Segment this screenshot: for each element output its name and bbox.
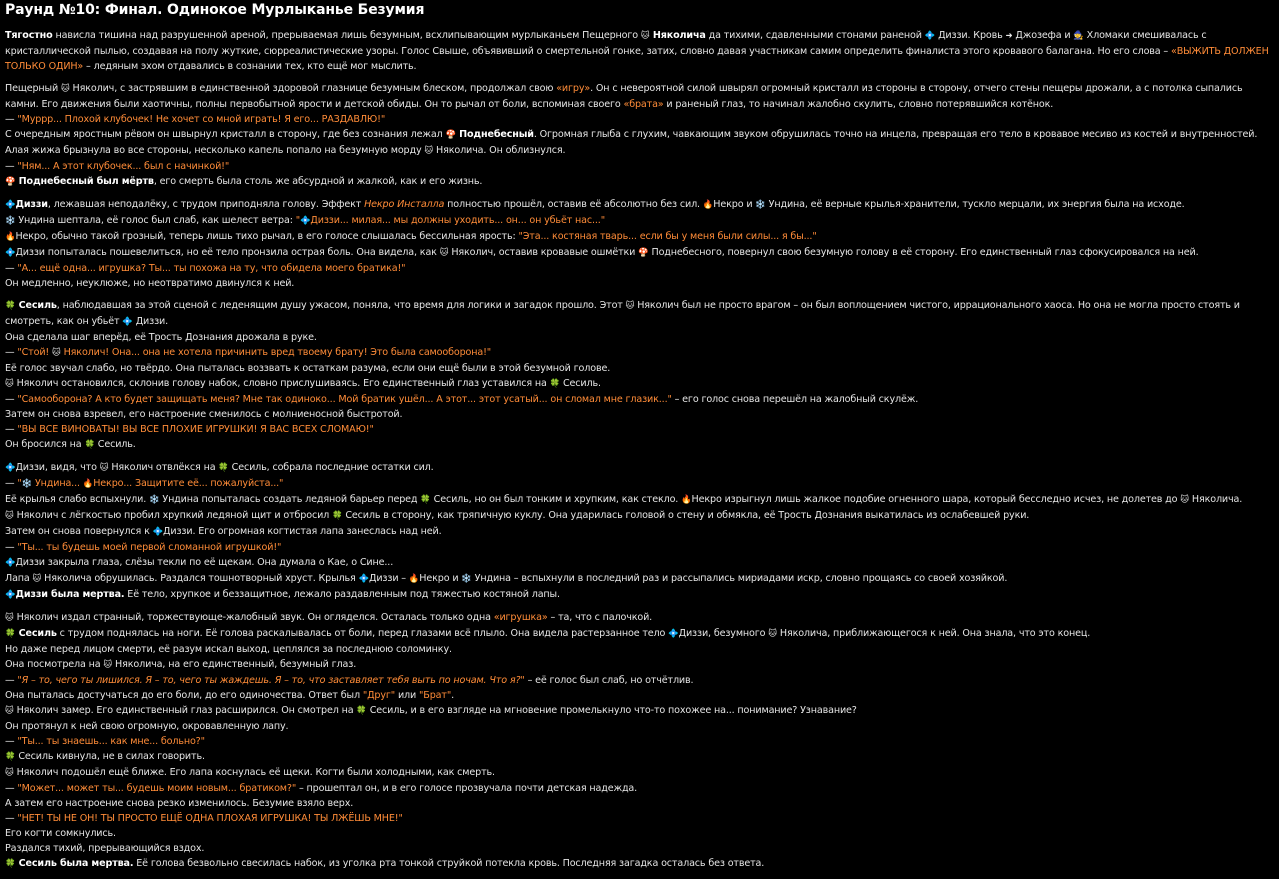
text: Ундина попыталась создать ледяной барьер перед	[159, 494, 421, 505]
text: Пещерный	[5, 83, 61, 94]
text: Сесиль.	[94, 439, 136, 450]
quote: Некро... Защитите её... пожалуйста..."	[93, 478, 284, 489]
emoji-icon: 💠	[152, 527, 164, 537]
text: Поднебесного, повернул свою безумную голову в её сторону. Его единственный глаз сфокусировался на ней.	[648, 247, 1199, 258]
text-line	[5, 796, 1273, 811]
quote: "Муррр... Плохой клубочек! Не хочет со мной играть! Я его... РАЗДАВЛЮ!"	[17, 114, 386, 125]
text-line	[5, 673, 1273, 688]
emoji-icon: 💠	[5, 200, 16, 210]
text: Сесиль, и в его взгляде на мгновение промелькнуло что-то похожее на... понимание? Узнавание?	[366, 705, 857, 716]
emoji-icon: 🍄	[638, 248, 649, 258]
text-line	[5, 81, 1273, 112]
text-line	[5, 492, 1273, 508]
text-line	[5, 361, 1273, 376]
text: Хломаки смешивалась с кристаллической пылью, создавая на полу жуткие, сюрреалистические узоры. Голос Свыше, объявивший о смертельной гонке, затих, словно давая участникам самим определить финалиста этого кровавого балагана. Но его слова –	[5, 30, 1207, 57]
text: Няколич, с застрявшим в единственной здоровой глазнице безумным блеском, продолжал свою	[69, 83, 557, 94]
text: —	[5, 347, 18, 358]
emoji-icon: 💠	[5, 590, 16, 600]
text-line	[5, 112, 1273, 127]
quote: "Ням... А этот клубочек... был с начинкой!"	[17, 161, 230, 172]
text-line	[5, 276, 1273, 291]
emoji-icon: 🍀	[549, 379, 561, 389]
quote: Няколич! Она... она не хотела причинить вред твоему брату! Это была самооборона!"	[60, 347, 492, 358]
quote: «брата»	[623, 99, 664, 110]
italic-quote: "Я – то, чего ты лишился. Я – то, чего ты жаждешь. Я – то, что заставляет тебя выть по ночам. Что я?"	[17, 675, 525, 686]
text-line	[5, 261, 1273, 276]
emoji-icon: 🐱	[1180, 495, 1189, 505]
text: Её голос звучал слабо, но твёрдо. Она пыталась воззвать к остаткам разума, если они ещё были в этой безумной голове.	[5, 363, 611, 374]
text: – его голос снова перешёл на жалобный скулёж.	[671, 394, 919, 405]
emoji-icon: 🍀	[84, 440, 95, 450]
text: или	[395, 690, 420, 701]
italic-quote: Некро Инсталла	[364, 199, 445, 210]
text: Няколича, на его единственный, безумный глаз.	[112, 659, 357, 670]
text-line	[5, 571, 1273, 587]
text-line	[5, 781, 1273, 796]
bold-name: Сесиль была мертва.	[15, 858, 134, 869]
emoji-icon: 💠	[668, 629, 679, 639]
bold-name: Поднебесный был мёртв	[15, 176, 154, 187]
quote: «ВЫЖИТЬ ДОЛЖЕН ТОЛЬКО ОДИН»	[5, 46, 1269, 72]
emoji-icon: 🐱	[5, 613, 14, 623]
text: Некро и	[419, 573, 462, 584]
emoji-icon: 💠	[924, 31, 936, 41]
text: Джозефа и	[1012, 30, 1074, 41]
document	[5, 0, 1273, 879]
emoji-icon: 🐱	[52, 348, 61, 358]
emoji-icon: 🍀	[5, 629, 16, 639]
document-body	[5, 28, 1273, 872]
bold-name: Поднебесный	[455, 129, 534, 140]
text: Затем он снова повернулся к	[5, 526, 153, 537]
text: нависла тишина над разрушенной ареной, прерываемая лишь безумным, всхлипывающим мурлыканьем Пещерного	[52, 30, 641, 41]
text-line	[5, 719, 1273, 734]
bold-name: Сесиль	[15, 628, 57, 639]
text-line	[5, 626, 1273, 642]
text: Он медленно, неуклюже, но неотвратимо двинулся к ней.	[5, 278, 295, 289]
emoji-icon: ❄️	[21, 479, 33, 489]
emoji-icon: 🐱	[5, 706, 14, 716]
text-line	[5, 229, 1273, 245]
text: с трудом поднялась на ноги. Её голова раскалывалась от боли, перед глазами всё плыло. Она видела растерзанное тело	[56, 628, 669, 639]
text-line	[5, 330, 1273, 345]
quote: "Может... может ты... будешь моим новым... братиком?"	[17, 783, 297, 794]
text-line	[5, 610, 1273, 626]
text: , лежавшая неподалёку, с трудом приподняла голову. Эффект	[47, 199, 365, 210]
text: Он протянул к ней свою огромную, окровавленную лапу.	[5, 721, 289, 732]
quote: Ундина...	[32, 478, 83, 489]
emoji-icon: 💠	[299, 216, 311, 226]
text: Её голова безвольно свесилась набок, из уголка рта тонкой струйкой потекла кровь. Последняя загадка осталась без ответа.	[133, 858, 765, 869]
text: —	[5, 542, 18, 553]
text: Сесиль в сторону, как тряпичную куклу. Она ударилась головой о стену и обмякла, её Трость Дознания выкатилась из ослабевшей руки.	[342, 510, 1030, 521]
text: Некро и	[713, 199, 756, 210]
text: – её голос был слаб, но отчётлив.	[524, 675, 694, 686]
bold-name: Диззи была мертва.	[15, 589, 125, 600]
emoji-icon: 💠	[358, 574, 369, 584]
emoji-icon: 🐱	[5, 511, 14, 521]
quote: Диззи... милая... мы должны уходить... он... он убьёт нас..."	[310, 215, 605, 226]
text-line	[5, 245, 1273, 261]
text: —	[5, 736, 18, 747]
text: – прошептал он, и в его голосе прозвучала почти детская надежда.	[296, 783, 638, 794]
text: Некро, обычно такой грозный, теперь лишь тихо рычал, в его голосе слышалась бессильная ярость:	[15, 231, 519, 242]
text: Некро изрыгнул лишь жалкое подобие огненного шара, который бесследно исчез, не долетев до	[691, 494, 1181, 505]
emoji-icon: 🍀	[356, 706, 367, 716]
quote: "НЕТ! ТЫ НЕ ОН! ТЫ ПРОСТО ЕЩЁ ОДНА ПЛОХАЯ ИГРУШКА! ТЫ ЛЖЁШЬ МНЕ!"	[17, 813, 403, 824]
text: .	[451, 690, 454, 701]
paragraph	[5, 81, 1273, 190]
emoji-icon: 🔥	[408, 574, 420, 584]
emoji-icon: ❄️	[755, 200, 766, 210]
paragraph	[5, 298, 1273, 453]
text-line	[5, 298, 1273, 330]
text: да тихими, сдавленными стонами раненой	[705, 30, 925, 41]
emoji-icon: 🍀	[5, 859, 16, 869]
bold-name: Няколича	[649, 30, 706, 41]
emoji-icon: ❄️	[5, 216, 16, 226]
quote: "	[295, 215, 300, 226]
emoji-icon: 🍄	[5, 177, 16, 187]
quote: "Самооборона? А кто будет защищать меня? Мне так одиноко... Мой братик ушёл... А этот... этот усатый... он сломал мне глазик..."	[17, 394, 672, 405]
text-line	[5, 540, 1273, 555]
text-line	[5, 28, 1273, 74]
text: А затем его настроение снова резко изменилось. Безумие взяло верх.	[5, 798, 354, 809]
text: Ундина – вспыхнули в последний раз и рассыпались мириадами искр, словно прощаясь со своей хозяйкой.	[471, 573, 1008, 584]
quote: «игру»	[556, 83, 591, 94]
text-line	[5, 826, 1273, 841]
text-line	[5, 197, 1273, 213]
emoji-icon: 🧙	[1073, 31, 1084, 41]
emoji-icon: 🐱	[32, 574, 42, 584]
text-line	[5, 127, 1273, 159]
text: Няколич с лёгкостью пробил хрупкий ледяной щит и отбросил	[13, 510, 333, 521]
page-title: Раунд №10: Финал. Одинокое Мурлыканье Безумия	[5, 2, 425, 18]
text: Её тело, хрупкое и беззащитное, лежало раздавленным под тяжестью костяной лапы.	[124, 589, 560, 600]
quote: "Друг"	[362, 690, 396, 701]
quote: "Ты... ты будешь моей первой сломанной игрушкой!"	[17, 542, 282, 553]
text: Диззи попыталась пошевелиться, но её тело пронзила острая боль. Она видела, как	[15, 247, 440, 258]
text: Сесиль, но он был тонким и хрупким, как стекло.	[430, 494, 682, 505]
bold-name: Диззи	[15, 199, 48, 210]
text-line	[5, 749, 1273, 765]
emoji-icon: 🐱	[640, 31, 650, 41]
emoji-icon: 🍀	[5, 301, 16, 311]
text: Она посмотрела на	[5, 659, 104, 670]
text: – ледяным эхом отдавались в сознании тех, кто ещё мог мыслить.	[83, 61, 417, 72]
text: —	[5, 424, 18, 435]
text-line	[5, 688, 1273, 703]
text-line	[5, 555, 1273, 571]
text: —	[5, 478, 18, 489]
text: Диззи. Кровь	[935, 30, 1006, 41]
emoji-icon: 🐱	[625, 301, 635, 311]
text: Раздался тихий, прерывающийся вздох.	[5, 843, 205, 854]
text-line	[5, 460, 1273, 476]
bold-name: Сесиль	[15, 300, 57, 311]
emoji-icon: 🐱	[5, 768, 14, 778]
text-line	[5, 734, 1273, 749]
text: Сесиль кивнула, не в силах говорить.	[15, 751, 205, 762]
text: Няколич замер. Его единственный глаз расширился. Он смотрел на	[13, 705, 357, 716]
paragraph	[5, 460, 1273, 603]
text: Диззи. Его огромная когтистая лапа занеслась над ней.	[163, 526, 442, 537]
emoji-icon: 🍀	[5, 752, 16, 762]
text: Няколич отвлёкся на	[108, 462, 219, 473]
text: , наблюдавшая за этой сценой с леденящим душу ужасом, поняла, что время для логики и загадок прошло. Этот	[56, 300, 626, 311]
quote: "Эта... костяная тварь... если бы у меня были силы... я бы..."	[518, 231, 817, 242]
text-line	[5, 392, 1273, 407]
text: Няколича. Он облизнулся.	[433, 145, 566, 156]
quote: «игрушка»	[493, 612, 548, 623]
paragraph	[5, 610, 1273, 872]
text-line	[5, 437, 1273, 453]
text-line	[5, 657, 1273, 673]
text-line	[5, 856, 1273, 872]
text-line	[5, 407, 1273, 422]
text: Она сделала шаг вперёд, её Трость Дознания дрожала в руке.	[5, 332, 317, 343]
text: —	[5, 783, 18, 794]
text: —	[5, 813, 18, 824]
text-line	[5, 841, 1273, 856]
text-line	[5, 703, 1273, 719]
quote: "	[17, 478, 22, 489]
text: . Огромная глыба с глухим, чавкающим звуком обрушилась точно на инцела, превращая его тело в кровавое месиво из костей и внутренностей. Алая жижа брызнула во все стороны, несколько капель попало на безумную морду	[5, 129, 1258, 156]
text: Диззи –	[368, 573, 409, 584]
text: Няколич подошёл ещё ближе. Его лапа коснулась её щеки. Когти были холодными, как смерть.	[13, 767, 495, 778]
text-line	[5, 422, 1273, 437]
text: Няколича.	[1189, 494, 1243, 505]
emoji-icon: 💠	[5, 463, 16, 473]
emoji-icon: 🐱	[424, 146, 434, 156]
text-line	[5, 174, 1273, 190]
text-line	[5, 476, 1273, 492]
text: Няколича, приближающегося к ней. Она знала, что это конец.	[776, 628, 1091, 639]
text: С очередным яростным рёвом он швырнул кристалл в сторону, где без сознания лежал	[5, 129, 446, 140]
emoji-icon: 🐱	[5, 379, 14, 389]
text: Она пыталась достучаться до его боли, до его одиночества. Ответ был	[5, 690, 363, 701]
text: Ундина, её верные крылья-хранители, тускло мерцали, их энергия была на исходе.	[765, 199, 1185, 210]
text-line	[5, 376, 1273, 392]
text: и раненый глаз, то начинал жалобно скулить, словно потерявшийся котёнок.	[663, 99, 1054, 110]
text-line	[5, 811, 1273, 826]
text: Няколич остановился, склонив голову набок, словно прислушиваясь. Его единственный глаз уставился на	[13, 378, 550, 389]
emoji-icon: 🐱	[439, 248, 449, 258]
text: —	[5, 675, 18, 686]
text: Диззи, видя, что	[15, 462, 100, 473]
emoji-icon: 💠	[5, 558, 16, 568]
emoji-icon: 🍀	[332, 511, 343, 521]
quote: "Стой!	[17, 347, 52, 358]
text: —	[5, 161, 18, 172]
emoji-icon: 🍀	[218, 463, 229, 473]
emoji-icon: 🐱	[99, 463, 109, 473]
text: Её крылья слабо вспыхнули.	[5, 494, 150, 505]
text: – та, что с палочкой.	[547, 612, 653, 623]
text: Няколича обрушилась. Раздался тошнотворный хруст. Крылья	[41, 573, 359, 584]
text: Его когти сомкнулись.	[5, 828, 116, 839]
text: —	[5, 114, 18, 125]
text: полностью прошёл, оставив её абсолютно без сил.	[444, 199, 703, 210]
text: Диззи.	[132, 316, 169, 327]
emoji-icon: ❄️	[149, 495, 160, 505]
text: Ундина шептала, её голос был слаб, как шелест ветра:	[15, 215, 296, 226]
text: Няколич издал странный, торжествующе-жалобный звук. Он огляделся. Осталась только одна	[13, 612, 494, 623]
text-line	[5, 213, 1273, 229]
bold-name: Тягостно	[5, 30, 53, 41]
text: , его смерть была столь же абсурдной и жалкой, как и его жизнь.	[153, 176, 483, 187]
emoji-icon: 🔥	[82, 479, 94, 489]
paragraph	[5, 197, 1273, 291]
emoji-icon: 🐱	[768, 629, 777, 639]
emoji-icon: 💠	[122, 317, 133, 327]
emoji-icon: 🍀	[420, 495, 431, 505]
quote: "ВЫ ВСЕ ВИНОВАТЫ! ВЫ ВСЕ ПЛОХИЕ ИГРУШКИ! Я ВАС ВСЕХ СЛОМАЮ!"	[17, 424, 374, 435]
text: Сесиль.	[560, 378, 601, 389]
quote: "Ты... ты знаешь... как мне... больно?"	[17, 736, 205, 747]
text-line	[5, 587, 1273, 603]
quote: "А... ещё одна... игрушка? Ты... ты похожа на ту, что обидела моего братика!"	[17, 263, 406, 274]
text: Диззи, безумного	[678, 628, 769, 639]
text-line	[5, 642, 1273, 657]
text-line	[5, 508, 1273, 524]
text-line	[5, 765, 1273, 781]
text: . Он с невероятной силой швырял огромный кристалл из стороны в сторону, отчего стены пещеры дрожали, а с потолка сыпались камни. Его движения были хаотичны, полны первобытной ярости и детской обиды. Он то рычал от боли, вспоминая своего	[5, 83, 1243, 110]
text: Няколич, оставив кровавые ошмётки	[448, 247, 639, 258]
text: Но даже перед лицом смерти, её разум искал выход, цеплялся за последнюю соломинку.	[5, 644, 452, 655]
quote: "Брат"	[419, 690, 452, 701]
emoji-icon: 🔥	[5, 232, 16, 242]
text-line	[5, 524, 1273, 540]
text: Няколич был не просто врагом – он был воплощением чистого, иррационального хаоса. Но она не могла просто стоять и смотреть, как он убьёт	[5, 300, 1240, 327]
emoji-icon: ❄️	[461, 574, 472, 584]
text: Затем он снова взревел, его настроение сменилось с молниеносной быстротой.	[5, 409, 403, 420]
text: —	[5, 394, 18, 405]
emoji-icon: 🐱	[60, 84, 70, 94]
text: —	[5, 263, 18, 274]
emoji-icon: 🍄	[445, 130, 456, 140]
text-line	[5, 345, 1273, 361]
emoji-icon: 🐱	[103, 660, 113, 670]
text: Сесиль, собрала последние остатки сил.	[228, 462, 434, 473]
emoji-icon: 🔥	[681, 495, 692, 505]
emoji-icon: 💠	[5, 248, 16, 258]
text: Лапа	[5, 573, 33, 584]
text: Он бросился на	[5, 439, 85, 450]
text: Диззи закрыла глаза, слёзы текли по её щекам. Она думала о Кае, о Сине...	[15, 557, 394, 568]
text-line	[5, 159, 1273, 174]
emoji-icon: ➜	[1005, 31, 1013, 41]
emoji-icon: 🔥	[702, 200, 714, 210]
paragraph	[5, 28, 1273, 74]
